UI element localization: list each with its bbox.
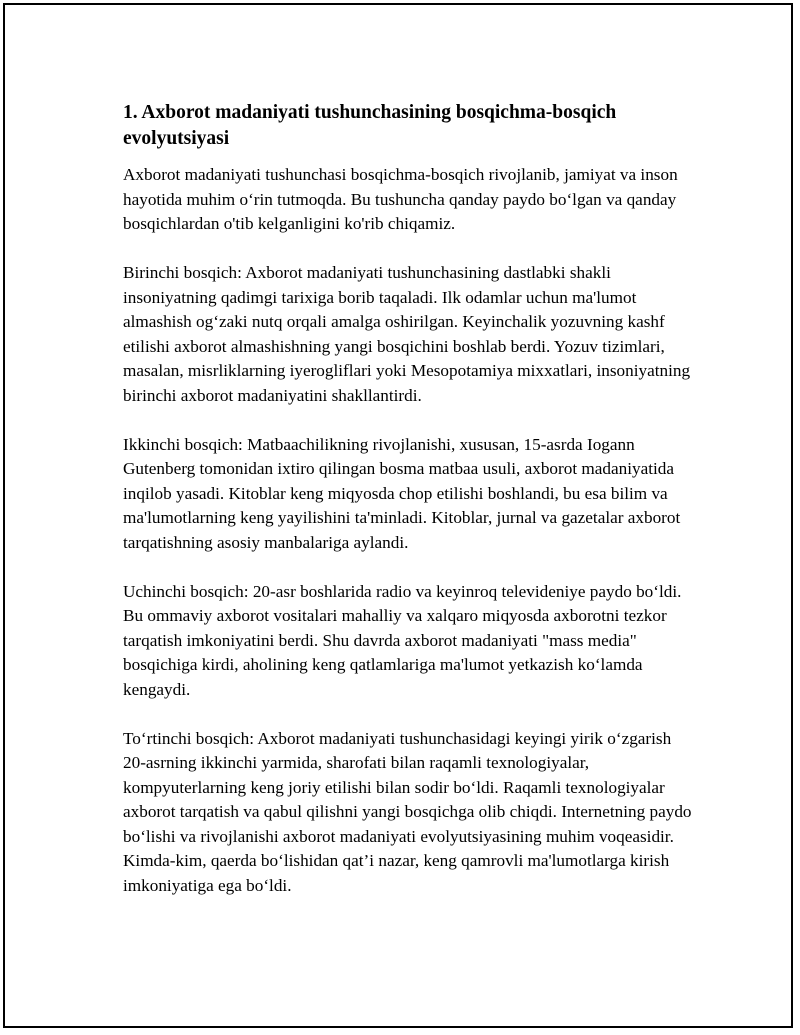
stage-one-paragraph: Birinchi bosqich: Axborot madaniyati tushunchasining dastlabki shakli insoniyatning qadimgi tarixiga borib taqaladi. Ilk odamlar uchun ma'lumot almashish og‘zaki nutq orqali amalga oshirilgan. Keyinchalik yozuvning kashf etilishi axborot almashishning yangi bosqichini boshlab berdi. Yozuv tizimlari, masalan, misrliklarning iyerogliflari yoki Mesopotamiya mixxatlari, insoniyatning birinchi axborot madaniyatini shakllantirdi. [123, 263, 691, 405]
intro-paragraph: Axborot madaniyati tushunchasi bosqichma-bosqich rivojlanib, jamiyat va inson hayotida muhim o‘rin tutmoqda. Bu tushuncha qanday paydo bo‘lgan va qanday bosqichlardan o'tib kelganligini ko'rib chiqamiz. [123, 165, 678, 233]
stage-three-paragraph: Uchinchi bosqich: 20-asr boshlarida radio va keyinroq televideniye paydo bo‘ldi. Bu ommaviy axborot vositalari mahalliy va xalqaro miqyosda axborotni tezkor tarqatish imkoniyatini berdi. Shu davrda axborot madaniyati "mass media" bosqichiga kirdi, aholining keng qatlamlariga ma'lumot yetkazish ko‘lamda kengaydi. [123, 581, 682, 699]
document-body [123, 100, 693, 923]
stage-two-paragraph: Ikkinchi bosqich: Matbaachilikning rivojlanishi, xususan, 15-asrda Iogann Gutenberg tomonidan ixtiro qilingan bosma matbaa usuli, axborot madaniyatida inqilob yasadi. Kitoblar keng miqyosda chop etilishi boshlandi, bu esa bilim va ma'lumotlarning keng yayilishini ta'minladi. Kitoblar, jurnal va gazetalar axborot tarqatishning asosiy manbalariga aylandi. [123, 434, 681, 552]
section-heading: 1. Axborot madaniyati tushunchasining bosqichma-bosqich evolyutsiyasi [123, 102, 617, 149]
page-frame [3, 3, 793, 1028]
stage-four-paragraph: To‘rtinchi bosqich: Axborot madaniyati tushunchasidagi keyingi yirik o‘zgarish 20-asrning ikkinchi yarmida, sharofati bilan raqamli texnologiyalar, kompyuterlarning keng joriy etilishi bilan sodir bo‘ldi. Raqamli texnologiyalar axborot tarqatish va qabul qilishni yangi bosqichga olib chiqdi. Internetning paydo bo‘lishi va rivojlanishi axborot madaniyati evolyutsiyasining muhim voqeasidir. Kimda-kim, qaerda bo‘lishidan qat’i nazar, keng qamrovli ma'lumotlarga kirish imkoniyatiga ega bo‘ldi. [123, 728, 692, 895]
